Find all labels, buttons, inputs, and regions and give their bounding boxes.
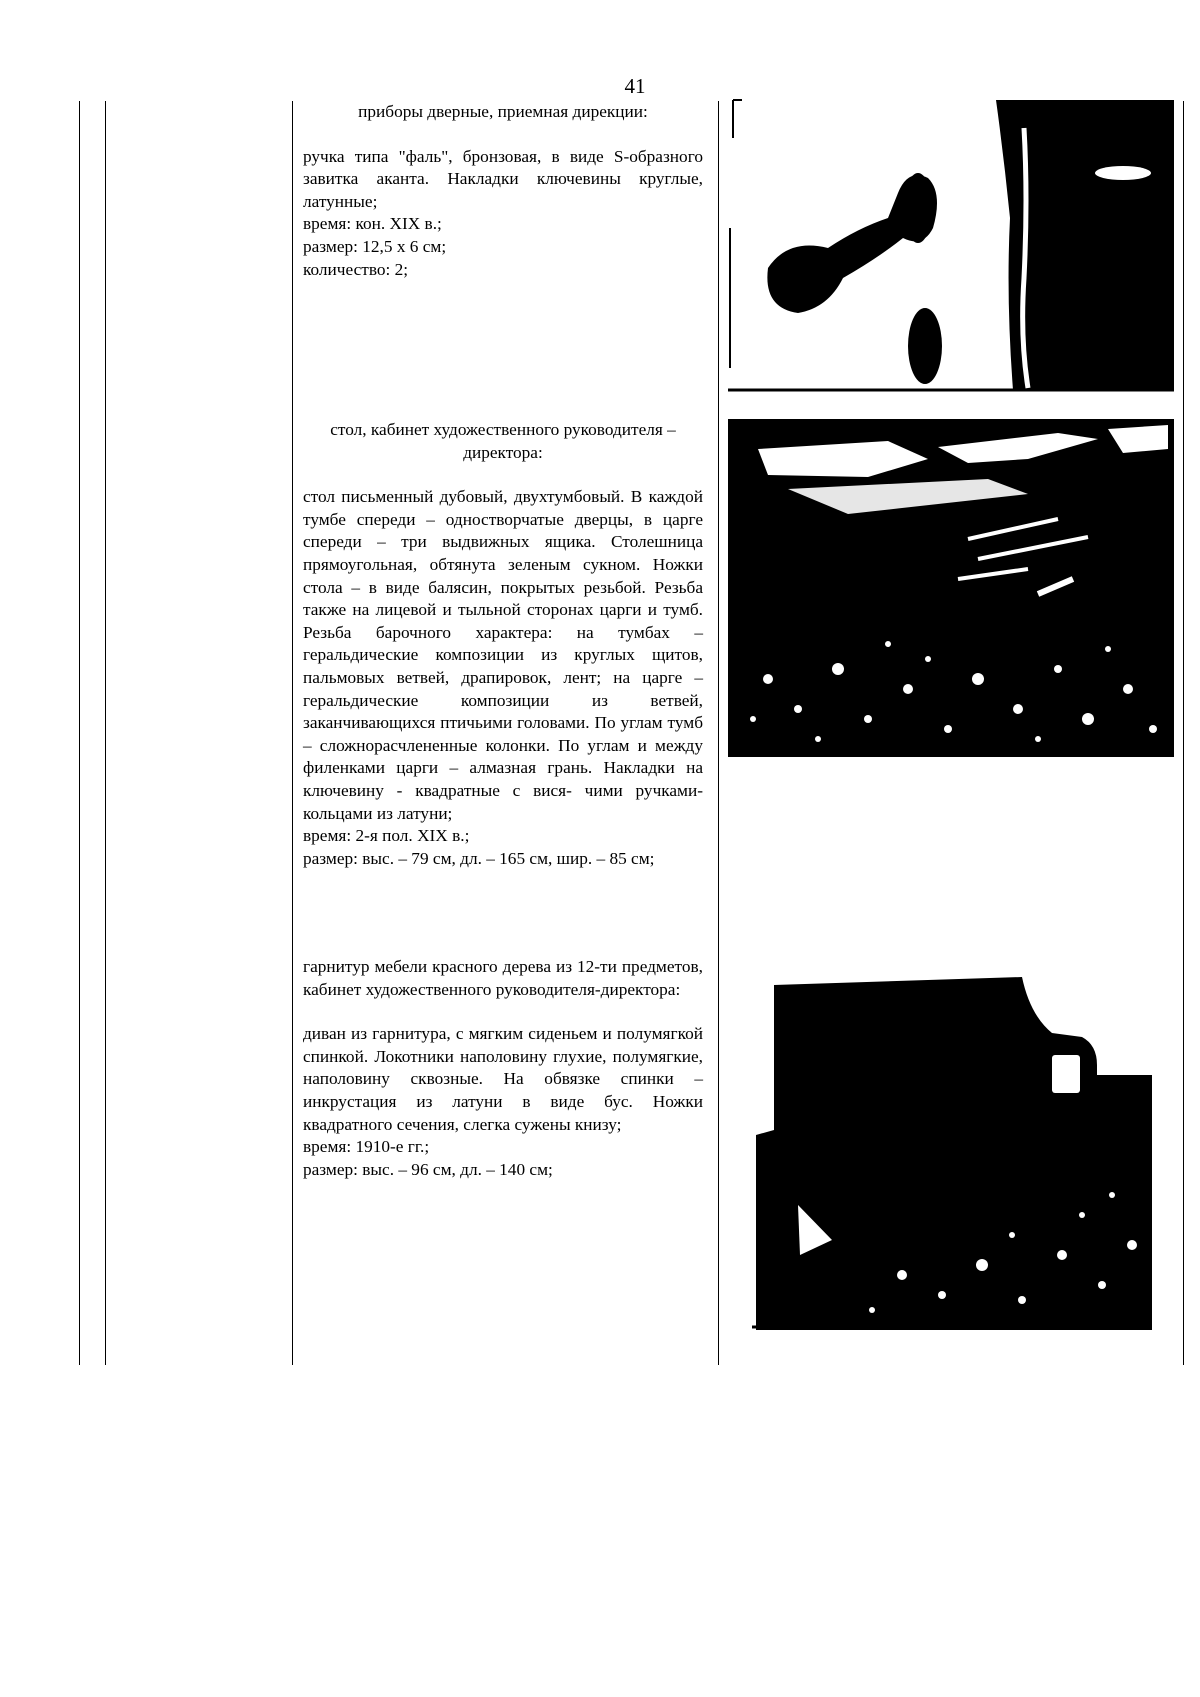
writing-desk-photo — [728, 419, 1174, 757]
table-rule-left-outer — [79, 101, 80, 1365]
entry-heading: приборы дверные, приемная дирекции: — [358, 102, 648, 121]
entry-quantity-line: количество: 2; — [303, 259, 409, 279]
door-handle-photo — [728, 98, 1174, 394]
entry-date-line: время: 1910-е гг.; — [303, 1137, 430, 1157]
entry-description: ручка типа "фаль", бронзовая, в виде S-образного завитка аканта. Накладки ключевины круглые, латунные; — [303, 146, 703, 211]
sofa-photo — [752, 955, 1152, 1330]
entry-heading: гарнитур мебели красного дерева из 12-ти предметов, кабинет художественного руководителя-директора: — [303, 957, 703, 999]
entry-heading: стол, кабинет художественного руководителя – директора: — [330, 420, 676, 462]
entry-furniture-set — [303, 956, 703, 1181]
entry-description: диван из гарнитура, с мягким сиденьем и полумягкой спинкой. Локотники наполовину глухие, полумягкие, наполовину сквозные. На обвязке спинки – инкрустация из латуни в виде бус. Ножки квадратного сечения, слегка сужены книзу; — [303, 1024, 703, 1134]
entry-date-line: время: 2-я пол. XIX в.; — [303, 826, 470, 846]
entry-description: стол письменный дубовый, двухтумбовый. В каждой тумбе спереди – одностворчатые дверцы, в царге спереди – три выдвижных ящика. Столешница прямоугольная, обтянута зеленым сукном. Ножки стола – в виде балясин, покрытых резьбой. Резьба также на лицевой и тыльной сторонах царги и тумб. Резьба барочного характера: на тумбах – геральдические композиции из круглых щитов, пальмовых ветвей, драпировок, лент; на царге – геральдические композиции из ветвей, заканчивающихся птичьими головами. По углам тумб – сложнорасчлененные колонки. По углам и между филенками царги – алмазная грань. Накладки на ключевину - квадратные с вися- чими ручками-кольцами из латуни; — [303, 487, 703, 823]
entry-door-fittings — [303, 101, 703, 281]
entry-date-line: время: кон. XIX в.; — [303, 214, 442, 234]
entry-size-line: размер: 12,5 х 6 см; — [303, 236, 447, 256]
table-rule-left-inner — [105, 101, 106, 1365]
table-rule-text-left — [292, 101, 293, 1365]
table-rule-right — [1183, 101, 1184, 1365]
entry-size-line: размер: выс. – 79 см, дл. – 165 см, шир. – 85 см; — [303, 848, 655, 868]
entry-desk — [303, 419, 703, 870]
entry-size-line: размер: выс. – 96 см, дл. – 140 см; — [303, 1159, 553, 1179]
page-number: 41 — [624, 74, 646, 98]
table-rule-photo-left — [718, 101, 719, 1365]
